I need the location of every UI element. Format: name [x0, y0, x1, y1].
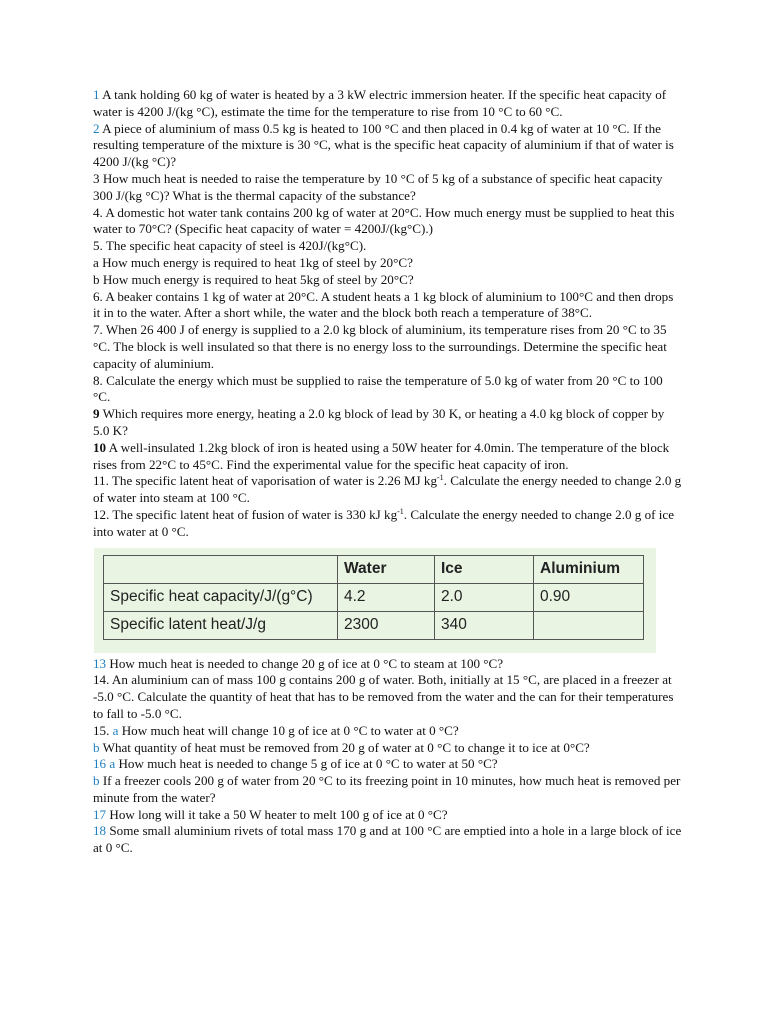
question-item [93, 205, 683, 239]
question-item [93, 773, 683, 807]
table-header-cell: Aluminium [534, 555, 644, 583]
question-text: 14. An aluminium can of mass 100 g contains 200 g of water. Both, initially at 15 °C, are placed in a freezer at -5.0 °C. Calculate the quantity of heat that has to be removed from the water and the can for their temperatures to fall to -5.0 °C. [93, 672, 674, 721]
question-number: 1 [93, 87, 100, 102]
question-text: a How much energy is required to heat 1kg of steel by 20°C? [93, 254, 413, 270]
question-item [93, 823, 683, 857]
question-item [93, 255, 683, 272]
question-item [93, 322, 683, 372]
question-item [93, 756, 683, 773]
data-table [103, 555, 644, 640]
questions-part-1 [93, 87, 683, 473]
question-text: 6. A beaker contains 1 kg of water at 20°C. A student heats a 1 kg block of aluminium to 100°C and then drops it in to the water. After a short while, the water and the block both reach a temperature of 38°C. [93, 288, 674, 321]
question-text: A piece of aluminium of mass 0.5 kg is heated to 100 °C and then placed in 0.4 kg of water at 10 °C. If the resulting temperature of the mixture is 30 °C, what is the specific heat capacity of aluminium if that of water is 4200 J/(kg °C)? [93, 120, 674, 170]
question-text: How long will it take a 50 W heater to melt 100 g of ice at 0 °C? [106, 806, 448, 822]
question-text: Some small aluminium rivets of total mass 170 g and at 100 °C are emptied into a hole in a large block of ice at 0 °C. [93, 823, 682, 856]
question-11-text: 11. The specific latent heat of vaporisation of water is 2.26 MJ kg [93, 473, 437, 489]
superscript: -1 [397, 506, 404, 516]
question-text: A tank holding 60 kg of water is heated by a 3 kW electric immersion heater. If the specific heat capacity of water is 4200 J/(kg °C), estimate the time for the temperature to rise from 10 °C to 60 °C. [93, 87, 667, 119]
question-item [93, 238, 683, 255]
table-cell: Specific heat capacity/J/(g°C) [104, 583, 338, 611]
question-number: 15. [93, 722, 113, 738]
table-cell: 0.90 [534, 583, 644, 611]
question-text: b How much energy is required to heat 5kg of steel by 20°C? [93, 271, 414, 287]
worksheet [93, 87, 683, 857]
data-table-panel [94, 548, 656, 653]
table-cell: 2300 [338, 611, 435, 639]
question-text: How much heat will change 10 g of ice at 0 °C to water at 0 °C? [118, 722, 459, 738]
question-text: 3 How much heat is needed to raise the temperature by 10 °C of 5 kg of a substance of specific heat capacity 300 J/(kg °C)? What is the thermal capacity of the substance? [93, 170, 663, 203]
question-item [93, 373, 683, 407]
question-text: 7. When 26 400 J of energy is supplied to a 2.0 kg block of aluminium, its temperature rises from 20 °C to 35 °C. The block is well insulated so that there is no energy loss to the surroundings. Determine the specific heat capacity of aluminium. [93, 322, 667, 371]
table-cell: 4.2 [338, 583, 435, 611]
question-text: 8. Calculate the energy which must be supplied to raise the temperature of 5.0 kg of water from 20 °C to 100 °C. [93, 372, 663, 405]
question-text: What quantity of heat must be removed from 20 g of water at 0 °C to change it to ice at 0°C? [99, 739, 590, 755]
question-item [93, 440, 683, 474]
question-number: 10 [93, 439, 107, 455]
question-item [93, 289, 683, 323]
question-item [93, 121, 683, 171]
question-12-text: 12. The specific latent heat of fusion of water is 330 kJ kg [93, 506, 398, 522]
question-number: 2 [93, 120, 100, 136]
question-item [93, 672, 683, 722]
question-number: 9 [93, 406, 100, 422]
table-header-cell: Water [338, 555, 435, 583]
question-text: A well-insulated 1.2kg block of iron is heated using a 50W heater for 4.0min. The temperature of the block rises from 22°C to 45°C. Find the experimental value for the specific heat capacity of iron. [93, 439, 670, 472]
question-item [93, 723, 683, 740]
superscript: -1 [437, 473, 444, 483]
question-text: If a freezer cools 200 g of water from 20 °C to its freezing point in 10 minutes, how much heat is removed per minute from the water? [93, 773, 681, 805]
table-cell: 2.0 [435, 583, 534, 611]
table-header-cell [104, 555, 338, 583]
question-number: b [93, 773, 100, 789]
question-item [93, 807, 683, 824]
question-text: How much heat is needed to change 20 g of ice at 0 °C to steam at 100 °C? [106, 655, 504, 671]
question-text: How much heat is needed to change 5 g of ice at 0 °C to water at 50 °C? [115, 756, 498, 772]
questions-part-2 [93, 656, 683, 858]
question-12-text-end: . Calculate the energy needed to change 2.0 g of ice into water at 0 °C. [93, 506, 675, 539]
table-row [104, 611, 644, 639]
question-text: 5. The specific heat capacity of steel is 420J/(kg°C). [93, 238, 367, 254]
question-item [93, 272, 683, 289]
question-11-text-end: . Calculate the energy needed to change 2.0 g of water into steam at 100 °C. [93, 473, 682, 506]
table-header-row [104, 555, 644, 583]
question-number: 17 [93, 806, 107, 822]
question-number: b [93, 739, 100, 755]
table-cell: 340 [435, 611, 534, 639]
question-item [93, 87, 683, 121]
table-cell [534, 611, 644, 639]
question-12 [93, 507, 683, 541]
question-number: 13 [93, 655, 107, 671]
table-row [104, 583, 644, 611]
question-item [93, 656, 683, 673]
question-number: 18 [93, 823, 107, 839]
question-text: Which requires more energy, heating a 2.0 kg block of lead by 30 K, or heating a 4.0 kg block of copper by 5.0 K? [93, 406, 665, 438]
question-number: 16 a [93, 756, 116, 772]
table-header-cell: Ice [435, 555, 534, 583]
question-part-letter: a [112, 722, 119, 738]
question-text: 4. A domestic hot water tank contains 200 kg of water at 20°C. How much energy must be supplied to heat this water to 70°C? (Specific heat capacity of water = 4200J/(kg°C).) [93, 204, 675, 237]
table-cell: Specific latent heat/J/g [104, 611, 338, 639]
question-item [93, 740, 683, 757]
question-11 [93, 473, 683, 507]
question-item [93, 171, 683, 205]
question-item [93, 406, 683, 440]
